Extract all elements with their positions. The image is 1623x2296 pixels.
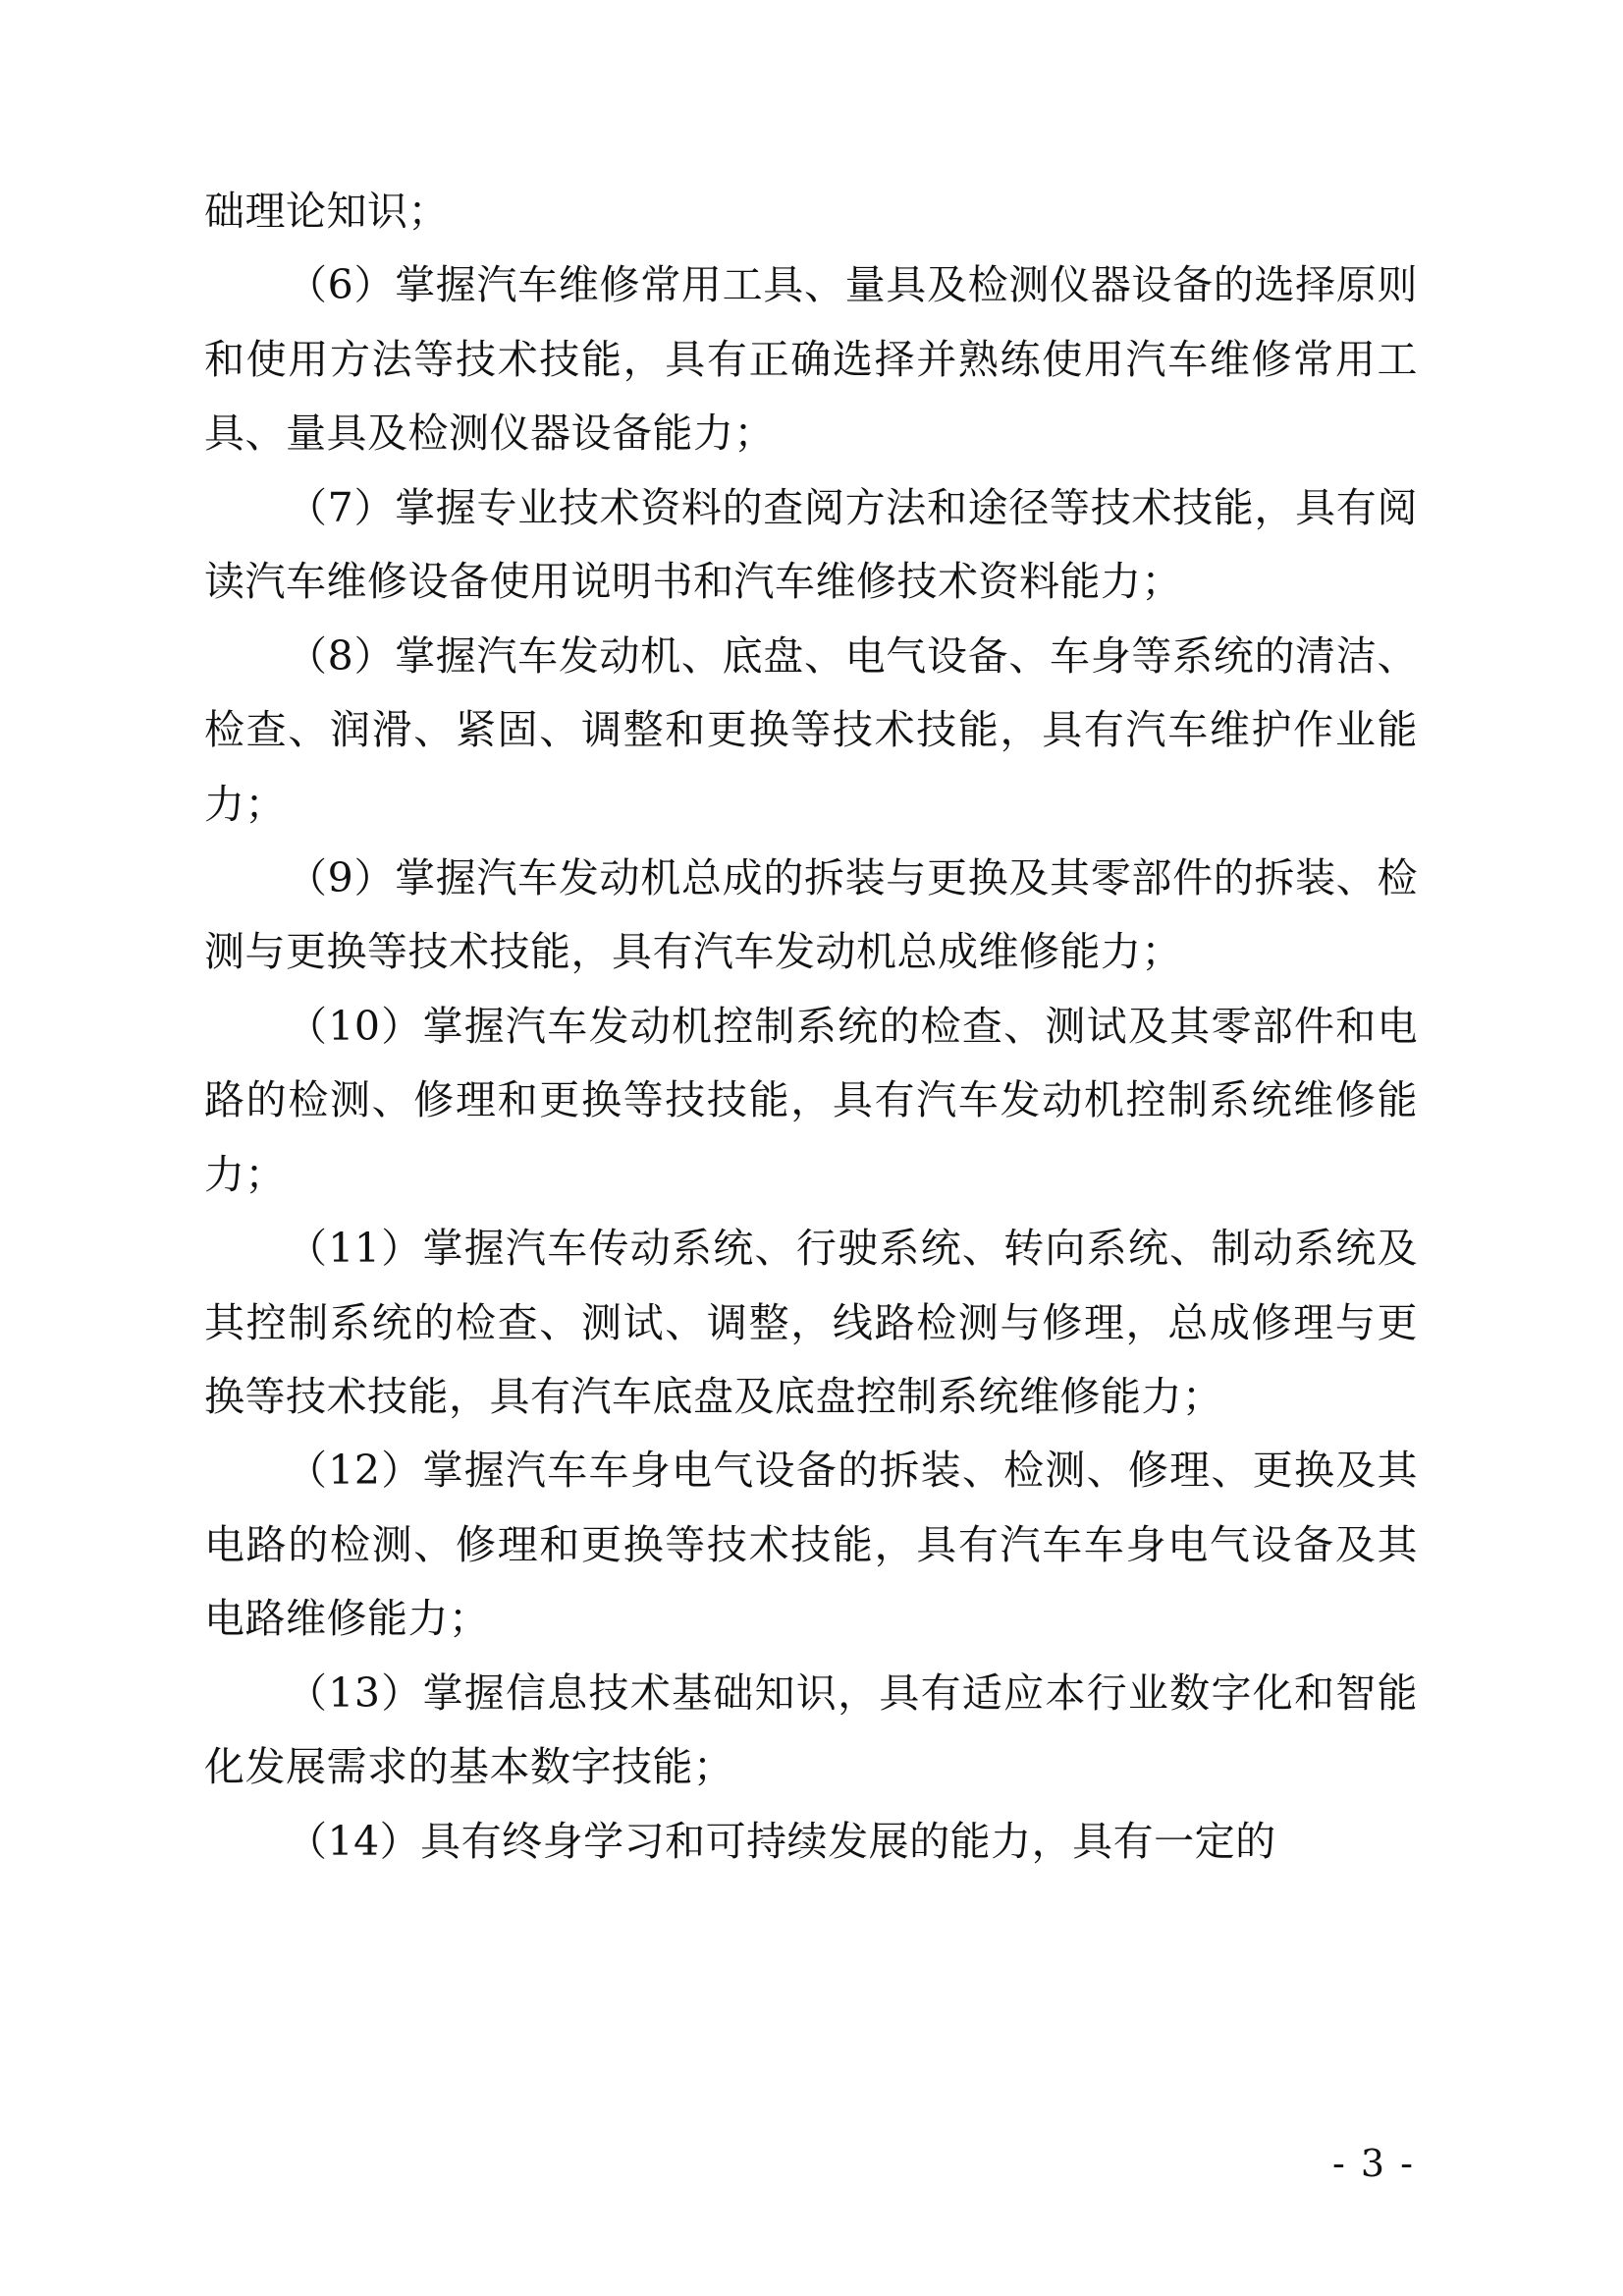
document-body [204,175,1418,1879]
page-number: - 3 - [1331,2142,1415,2185]
paragraph-item-8: （8）掌握汽车发动机、底盘、电气设备、车身等系统的清洁、检查、润滑、紧固、调整和更换等技术技能，具有汽车维护作业能力； [204,631,1418,828]
paragraph-item-6: （6）掌握汽车维修常用工具、量具及检测仪器设备的选择原则和使用方法等技术技能，具有正确选择并熟练使用汽车维修常用工具、量具及检测仪器设备能力； [204,261,1418,458]
paragraph-item-14: （14）具有终身学习和可持续发展的能力，具有一定的 [287,1817,1276,1865]
paragraph-item-7: （7）掌握专业技术资料的查阅方法和途径等技术技能，具有阅读汽车维修设备使用说明书和汽车维修技术资料能力； [204,483,1418,606]
paragraph-item-13: （13）掌握信息技术基础知识，具有适应本行业数字化和智能化发展需求的基本数字技能； [204,1668,1418,1791]
paragraph-continued: 础理论知识； [204,188,449,235]
paragraph-item-11: （11）掌握汽车传动系统、行驶系统、转向系统、制动系统及其控制系统的检查、测试、调整，线路检测与修理，总成修理与更换等技术技能，具有汽车底盘及底盘控制系统维修能力； [204,1225,1418,1420]
page-footer [0,2133,1623,2185]
paragraph-item-9: （9）掌握汽车发动机总成的拆装与更换及其零部件的拆装、检测与更换等技术技能，具有汽车发动机总成维修能力； [204,853,1418,976]
paragraph-item-12: （12）掌握汽车车身电气设备的拆装、检测、修理、更换及其电路的检测、修理和更换等技术技能，具有汽车车身电气设备及其电路维修能力； [204,1447,1418,1643]
paragraph-item-10: （10）掌握汽车发动机控制系统的检查、测试及其零部件和电路的检测、修理和更换等技技能，具有汽车发动机控制系统维修能力； [204,1002,1418,1198]
